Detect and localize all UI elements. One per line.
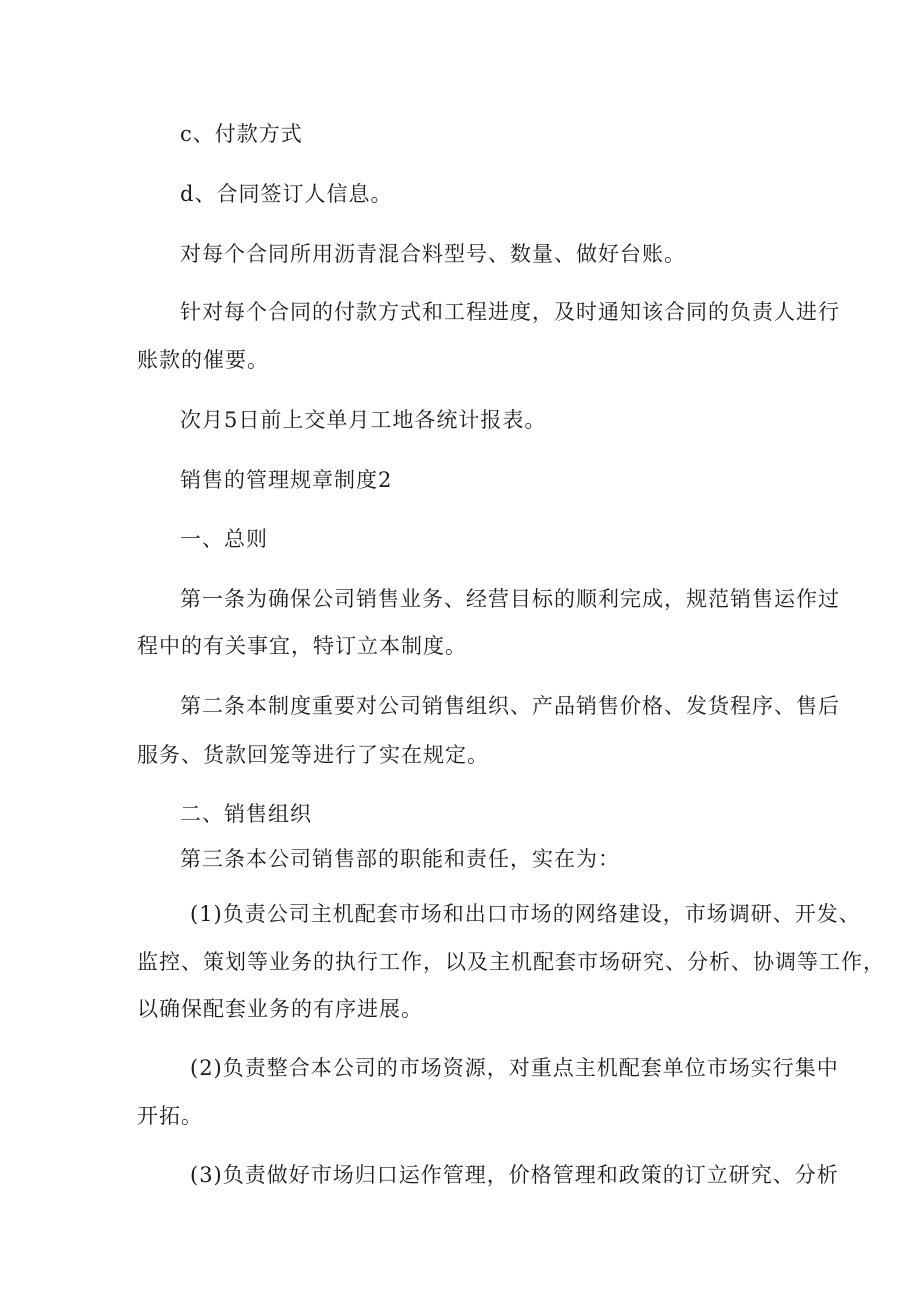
item-1-line-1: (1)负责公司主机配套市场和出口市场的网络建设，市场调研、开发、 [190,902,861,926]
paragraph-payment-line-2: 账款的催要。 [137,348,269,372]
article-2-line-2: 服务、货款回笼等进行了实在规定。 [137,743,489,767]
paragraph-payment-line-1: 针对每个合同的付款方式和工程进度，及时通知该合同的负责人进行 [180,300,840,324]
paragraph-monthly-report: 次月5日前上交单月工地各统计报表。 [180,408,547,432]
list-item-c: c、付款方式 [180,122,303,146]
item-3-line-1: (3)负责做好市场归口运作管理，价格管理和政策的订立研究、分析 [190,1163,839,1187]
article-1-line-1: 第一条为确保公司销售业务、经营目标的顺利完成，规范销售运作过 [180,587,840,611]
item-2-line-1: (2)负责整合本公司的市场资源，对重点主机配套单位市场实行集中 [190,1056,839,1080]
item-2-line-2: 开拓。 [137,1104,203,1128]
heading-general: 一、总则 [180,527,268,551]
item-1-line-3: 以确保配套业务的有序进展。 [137,997,423,1021]
paragraph-ledger: 对每个合同所用沥青混合料型号、数量、做好台账。 [180,242,686,266]
list-item-d: d、合同签订人信息。 [180,182,393,206]
section-title: 销售的管理规章制度2 [180,468,393,492]
article-3: 第三条本公司销售部的职能和责任，实在为： [180,847,620,871]
article-1-line-2: 程中的有关事宜，特订立本制度。 [137,634,467,658]
article-2-line-1: 第二条本制度重要对公司销售组织、产品销售价格、发货程序、售后 [180,694,840,718]
item-1-line-2: 监控、策划等业务的执行工作，以及主机配套市场研究、分析、协调等工作， [137,950,885,974]
heading-sales-organization: 二、销售组织 [180,802,312,826]
